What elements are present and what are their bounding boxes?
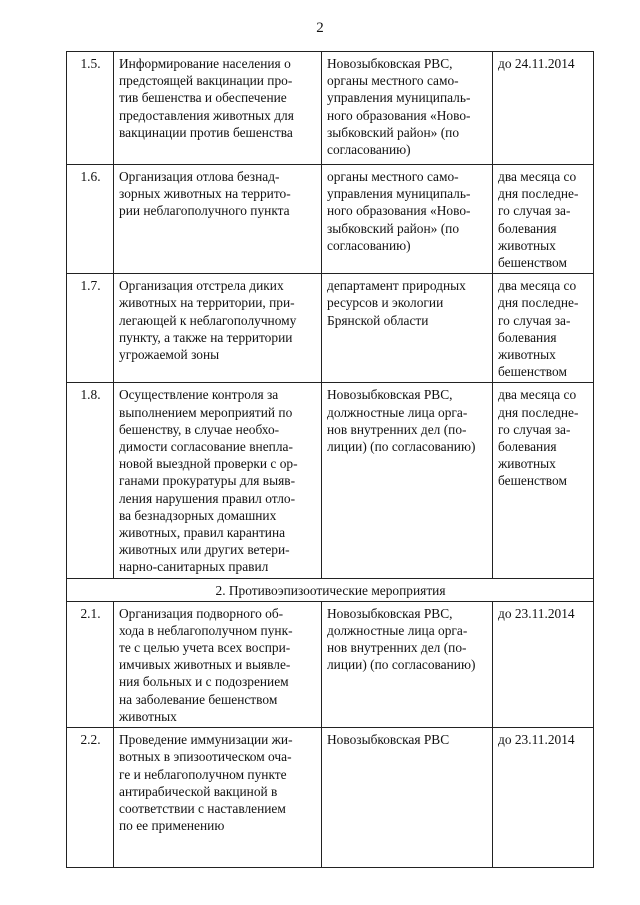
page-number: 2 [316,20,324,36]
item-executor: Новозыбковская РВС, органы местного само- управления муниципаль- ного образования «Ново- зыбковский район» (по согласованию) [322,52,493,165]
table-row [67,165,594,274]
item-task: Организация отлова безнад- зорных животных на террито- рии неблагополучного пункта [114,165,322,274]
item-term: два месяца со дня последне- го случая за- болевания животных бешенством [493,383,594,578]
item-term: до 24.11.2014 [493,52,594,165]
item-number: 1.5. [67,52,114,165]
item-number: 2.2. [67,728,114,868]
section-row [67,578,594,601]
item-term: два месяца со дня последне- го случая за- болевания животных бешенством [493,274,594,383]
item-number: 1.7. [67,274,114,383]
item-term: до 23.11.2014 [493,728,594,868]
item-executor: органы местного само- управления муниципаль- ного образования «Ново- зыбковский район» (по согласованию) [322,165,493,274]
table-row [67,383,594,578]
item-task: Организация отстрела диких животных на территории, при- легающей к неблагополучному пункту, а также на территории угрожаемой зоны [114,274,322,383]
item-task: Организация подворного об- хода в неблагополучном пунк- те с целью учета всех воспри- имчивых животных и выявле- ния больных и с подозрением на заболевание бешенством животных [114,601,322,727]
item-term: до 23.11.2014 [493,601,594,727]
item-executor: департамент природных ресурсов и экологии Брянской области [322,274,493,383]
item-executor: Новозыбковская РВС [322,728,493,868]
table-row [67,274,594,383]
item-task: Осуществление контроля за выполнением мероприятий по бешенству, в случае необхо- димости согласование внепла- новой выездной проверки с ор- ганами прокуратуры для выяв- ления нарушения правил отло- ва безнадзорных домашних животных, правил карантина животных или других ветери- нарно-санитарных правил [114,383,322,578]
item-number: 2.1. [67,601,114,727]
table-row [67,52,594,165]
measures-table [66,51,594,868]
item-number: 1.8. [67,383,114,578]
item-executor: Новозыбковская РВС, должностные лица орга- нов внутренних дел (по- лиции) (по согласованию) [322,601,493,727]
item-task: Информирование населения о предстоящей вакцинации про- тив бешенства и обеспечение предоставления животных для вакцинации против бешенства [114,52,322,165]
section-title: 2. Противоэпизоотические мероприятия [67,578,594,601]
table-row [67,601,594,727]
table-row [67,728,594,868]
item-executor: Новозыбковская РВС, должностные лица орга- нов внутренних дел (по- лиции) (по согласованию) [322,383,493,578]
item-number: 1.6. [67,165,114,274]
item-term: два месяца со дня последне- го случая за- болевания животных бешенством [493,165,594,274]
item-task: Проведение иммунизации жи- вотных в эпизоотическом оча- ге и неблагополучном пункте антирабической вакциной в соответствии с наставлением по ее применению [114,728,322,868]
